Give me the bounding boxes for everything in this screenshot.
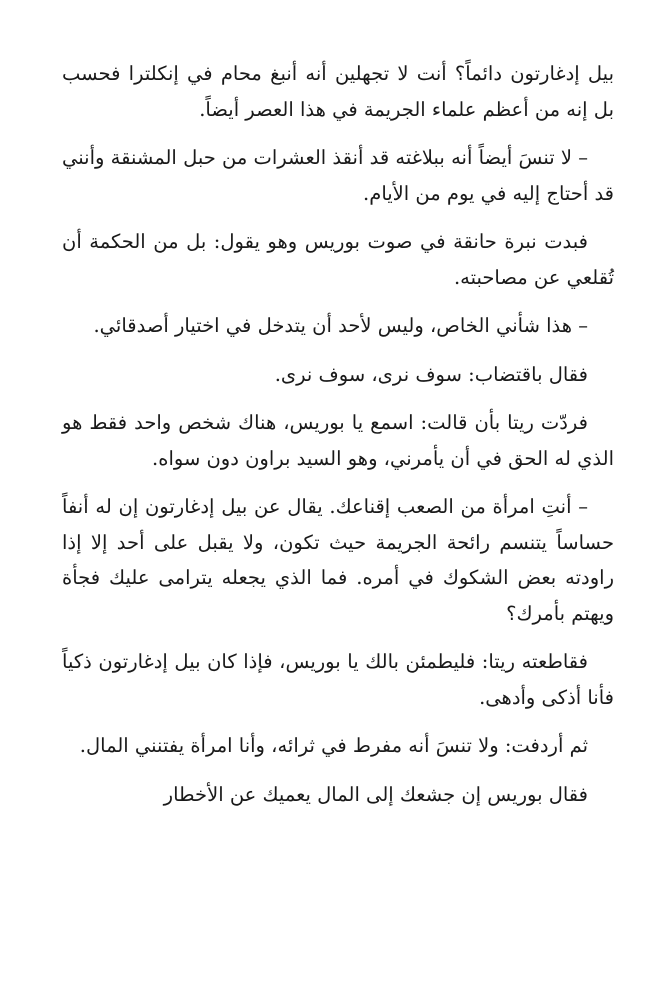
- paragraph-narration: فبدت نبرة حانقة في صوت بوريس وهو يقول: بل من الحكمة أن تُقلعي عن مصاحبته.: [62, 230, 614, 289]
- paragraph-continuation: بيل إدغارتون دائماً؟ أنت لا تجهلين أنه أنبغ محام في إنكلترا فحسب بل إنه من أعظم علماء الجريمة في هذا العصر أيضاً.: [62, 62, 614, 121]
- paragraph-narration: فقال باقتضاب: سوف نرى، سوف نرى.: [274, 362, 588, 386]
- paragraph-dialogue: – أنتِ امرأة من الصعب إقناعك. يقال عن بيل إدغارتون إن له أنفاً حساساً يتنسم رائحة الجريمة حيث تكون، ولا يقبل على أحد إلا إذا راودته بعض الشكوك في أمره. فما الذي يجعله يترامى عليك فجأة ويهتم بأمرك؟: [62, 495, 614, 625]
- paragraph-dialogue: – هذا شأني الخاص، وليس لأحد أن يتدخل في اختيار أصدقائي.: [93, 314, 588, 337]
- paragraph-narration: ثم أردفت: ولا تنسَ أنه مفرط في ثرائه، وأنا امرأة يفتنني المال.: [79, 734, 588, 757]
- book-page-text: [62, 56, 614, 825]
- paragraph-narration: فقاطعته ريتا: فليطمئن بالك يا بوريس، فإذا كان بيل إدغارتون ذكياً فأنا أذكى وأدهى.: [62, 650, 614, 709]
- paragraph-narration: فردّت ريتا بأن قالت: اسمع يا بوريس، هناك شخص واحد فقط هو الذي له الحق في أن يأمرني، وهو السيد براون دون سواه.: [62, 411, 614, 470]
- paragraph-dialogue: – لا تنسَ أيضاً أنه ببلاغته قد أنقذ العشرات من حبل المشنقة وأنني قد أحتاج إليه في يوم من الأيام.: [62, 146, 614, 205]
- paragraph-narration: فقال بوريس إن جشعك إلى المال يعميك عن الأخطار: [163, 782, 588, 806]
